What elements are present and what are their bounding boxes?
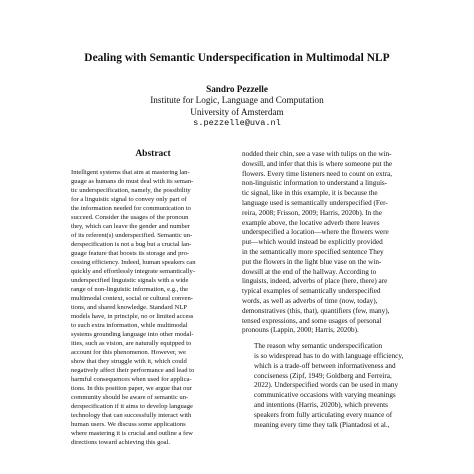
- abstract-line: tions, and shared knowledge. Standard NLP: [71, 303, 187, 311]
- abstract-line: tic underspecification, namely, the possibility: [71, 186, 191, 194]
- abstract-line: account for this phenomenon. However, we: [71, 348, 186, 356]
- body-line: put the flowers in the light blue vase on the win-: [242, 257, 382, 266]
- author-email: s.pezzelle@uva.nl: [193, 117, 281, 128]
- abstract-line: show that they struggle with it, which could: [71, 357, 187, 365]
- abstract-heading: Abstract: [135, 149, 171, 159]
- abstract-line: systems grounding language into other modal-: [71, 330, 194, 338]
- body-line: nodded their chin, see a vase with tulips on the win-: [242, 150, 392, 158]
- author-affiliation-2: University of Amsterdam: [190, 106, 284, 117]
- body-line: typical examples of semantically underspecified: [242, 287, 381, 296]
- abstract-line: succeed. Consider the usages of the pronoun: [71, 213, 189, 221]
- abstract-line: guage feature that boosts its storage and pro-: [71, 249, 190, 257]
- body-line: tensed expressions, and some usages of personal: [242, 316, 382, 325]
- body-line: meaning every time they talk (Piantadosi et al.,: [254, 420, 390, 429]
- author-block: [40, 84, 434, 129]
- body-line: example above, the locative adverb there leaves: [242, 218, 380, 227]
- abstract-line: range of non-linguistic information, e.g., the: [71, 285, 189, 293]
- abstract-line: where mastering it is crucial and outline a few: [71, 429, 193, 437]
- right-column: [242, 150, 424, 430]
- abstract-line: they, which can leave the gender and number: [71, 222, 190, 230]
- abstract-body: [71, 168, 235, 447]
- body-line: flowers. Every time listeners need to count on extra,: [242, 169, 393, 178]
- body-line: communicative occasions with varying meanings: [254, 391, 396, 400]
- body-line: non-linguistic information to understand a linguis-: [242, 179, 388, 188]
- abstract-line: community should be aware of semantic un-: [71, 393, 189, 401]
- left-column: [71, 150, 235, 447]
- abstract-line: cessing efficiency. Indeed, human speakers can: [71, 258, 196, 266]
- body-line: conciseness (Zipf, 1949; Goldberg and Ferreira,: [254, 371, 392, 380]
- abstract-line: of its referent(s) underspecified. Semantic un-: [71, 231, 193, 239]
- abstract-line: technology that can successfully interact with: [71, 411, 192, 419]
- abstract-line: tions. In this position paper, we argue that our: [71, 384, 192, 392]
- body-line: which is a trade-off between informativeness and: [254, 361, 396, 370]
- abstract-line: the information needed for communication to: [71, 204, 191, 212]
- abstract-line: quickly and effortlessly integrate semantically-: [71, 267, 196, 275]
- body-line: tic signal, like in this example, it is because the: [242, 189, 378, 198]
- abstract-line: negatively affect their performance and lead to: [71, 366, 195, 374]
- body-line: reira, 2008; Frisson, 2009; Harris, 2020b). In the: [242, 208, 382, 217]
- abstract-line: human users. We discuss some applications: [71, 420, 186, 428]
- body-paragraph-2: [242, 342, 424, 430]
- body-line: and intentions (Harris, 2020b), which prevents: [254, 400, 388, 409]
- body-line: linguists, indeed, adverbs of place (here, there) are: [242, 277, 388, 286]
- body-line: put—which would instead be explicitly provided: [242, 238, 383, 247]
- body-line: in the semantically more specified sentence They: [242, 247, 384, 256]
- body-line: words, as well as adverbs of time (now, today),: [242, 296, 378, 305]
- abstract-line: Intelligent systems that aim at mastering lan-: [71, 168, 190, 176]
- body-paragraph-1: [242, 150, 424, 336]
- paper-title: Dealing with Semantic Underspecification in Multimodal NLP: [84, 52, 390, 64]
- body-line: demonstratives (this, that), quantifiers (few, many),: [242, 306, 390, 315]
- body-line: speakers from fully articulating every nuance of: [254, 410, 393, 419]
- abstract-line: harmful consequences when used for applica-: [71, 375, 192, 383]
- abstract-line: guage as humans do must deal with its seman-: [71, 177, 194, 185]
- author-affiliation-1: Institute for Logic, Language and Computation: [150, 95, 324, 106]
- abstract-line: for a linguistic signal to convey only part of: [71, 195, 187, 203]
- body-line: 2022). Underspecified words can be used in many: [254, 381, 399, 390]
- abstract-line: models have, in principle, no or limited access: [71, 312, 194, 320]
- body-line: underspecified a location—where the flowers were: [242, 228, 389, 237]
- body-line: dowsill, and infer that this is where someone put the: [242, 159, 393, 168]
- author-name: Sandro Pezzelle: [206, 84, 268, 94]
- abstract-line: derspecification is not a bug but a crucial lan-: [71, 240, 192, 248]
- abstract-line: multimodal context, social or cultural conven-: [71, 294, 193, 302]
- abstract-line: derspecification if it aims to develop language: [71, 402, 193, 410]
- body-line: is so widespread has to do with language efficiency,: [254, 351, 404, 360]
- body-line: language used is semantically underspecified (Fer-: [242, 198, 388, 207]
- abstract-line: to such extra information, while multimodal: [71, 321, 188, 329]
- body-line: The reason why semantic underspecification: [254, 342, 383, 351]
- body-line: dowsill at the end of the hallway. According to: [242, 267, 377, 276]
- body-line: pronouns (Lappin, 2000; Harris, 2020b).: [242, 326, 359, 335]
- abstract-line: underspecified linguistic signals with a wide: [71, 276, 189, 284]
- abstract-line: directions toward achieving this goal.: [71, 438, 171, 446]
- abstract-line: ities, such as vision, are naturally equipped to: [71, 339, 192, 347]
